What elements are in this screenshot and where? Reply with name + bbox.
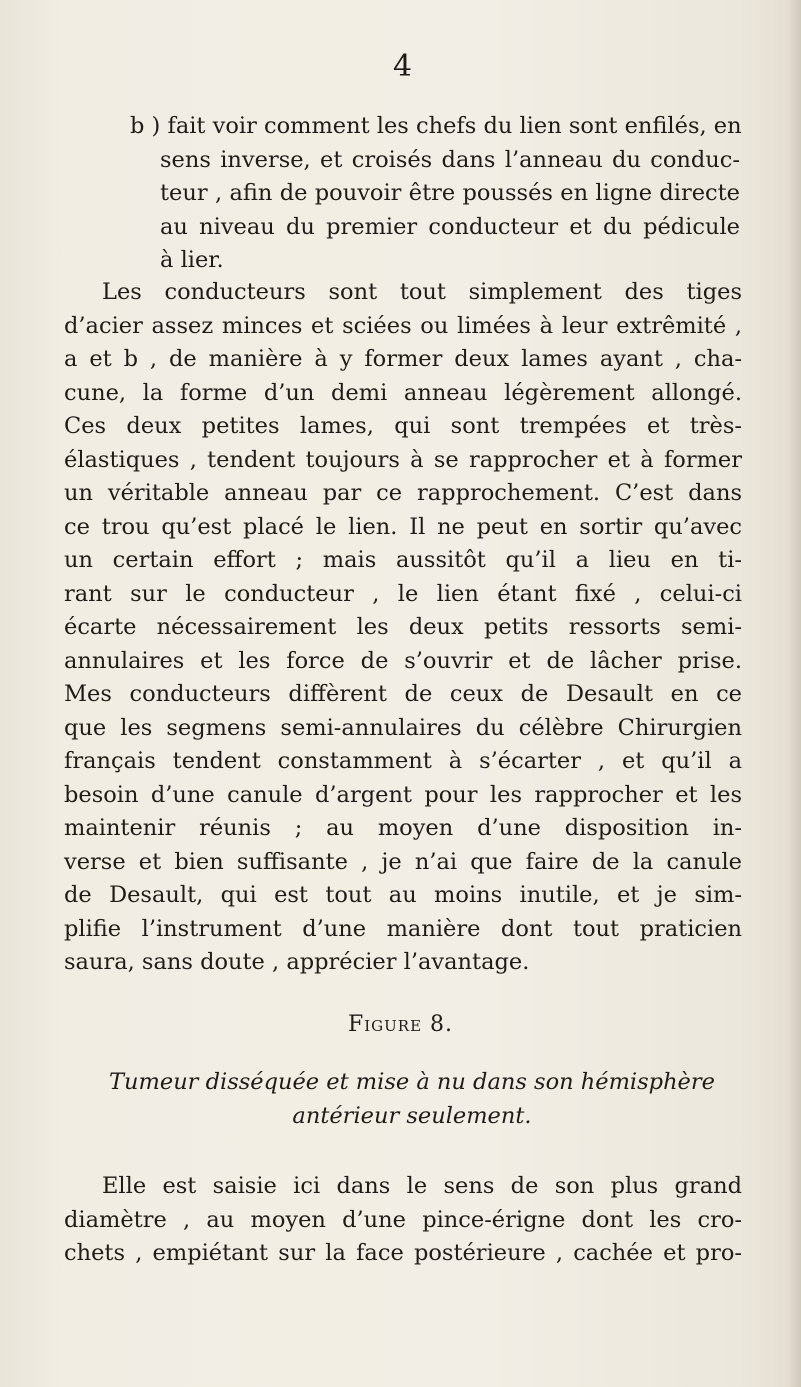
text-line: sens inverse, et croisés dans l’anneau du conduc- xyxy=(160,146,740,173)
text-line: chets , empiétant sur la face postérieure , cachée et pro- xyxy=(64,1240,742,1266)
text-line: plifie l’instrument d’une manière dont tout praticien xyxy=(64,915,742,942)
caption-line: Tumeur disséquée et mise à nu dans son hémisphère xyxy=(109,1069,715,1095)
text-line: Elle est saisie ici dans le sens de son plus grand xyxy=(102,1173,742,1199)
text-line: besoin d’une canule d’argent pour les rapprocher et les xyxy=(64,781,742,808)
text-line: teur , afin de pouvoir être poussés en ligne directe xyxy=(160,180,740,206)
text-line: au niveau du premier conducteur et du pédicule xyxy=(160,213,740,240)
text-line: rant sur le conducteur , le lien étant fixé , celui-ci xyxy=(64,580,742,607)
text-line: saura, sans doute , apprécier l’avantage. xyxy=(64,949,530,975)
text-line: d’acier assez minces et sciées ou limées à leur extrêmité , xyxy=(64,312,742,339)
text-line: maintenir réunis ; au moyen d’une disposition in- xyxy=(64,815,742,841)
text-line: de Desault, qui est tout au moins inutile, et je sim- xyxy=(64,882,742,908)
paragraph-tumeur xyxy=(64,1170,742,1271)
figure-caption xyxy=(80,1066,744,1133)
text-line: verse et bien suffisante , je n’ai que faire de la canule xyxy=(64,848,742,875)
text-line: annulaires et les force de s’ouvrir et de lâcher prise. xyxy=(64,647,742,674)
text-line: français tendent constamment à s’écarter , et qu’il a xyxy=(64,748,742,774)
caption-line: antérieur seulement. xyxy=(292,1102,532,1129)
text-line: écarte nécessairement les deux petits ressorts semi- xyxy=(64,614,742,640)
text-line: à lier. xyxy=(160,247,224,273)
figure-heading: Figure 8. xyxy=(347,1012,454,1037)
text-line: b ) fait voir comment les chefs du lien sont enfilés, en xyxy=(130,113,742,139)
text-line: que les segmens semi-annulaires du célèbre Chirurgien xyxy=(64,714,742,741)
text-line: Les conducteurs sont tout simplement des tiges xyxy=(102,279,742,305)
text-line: élastiques , tendent toujours à se rapprocher et à former xyxy=(64,446,742,473)
text-line: un véritable anneau par ce rapprochement. C’est dans xyxy=(64,480,742,506)
item-b-paragraph xyxy=(130,110,740,278)
text-line: a et b , de manière à y former deux lames ayant , cha- xyxy=(64,346,742,372)
text-line: cune, la forme d’un demi anneau légèrement allongé. xyxy=(64,379,742,406)
page-edge-shadow xyxy=(787,0,801,1387)
page-number: 4 xyxy=(393,49,413,84)
text-line: Mes conducteurs diffèrent de ceux de Desault en ce xyxy=(64,681,742,707)
paragraph-conducteurs xyxy=(64,276,742,980)
text-line: un certain effort ; mais aussitôt qu’il a lieu en ti- xyxy=(64,547,742,573)
text-line: diamètre , au moyen d’une pince-érigne dont les cro- xyxy=(64,1206,742,1233)
text-line: ce trou qu’est placé le lien. Il ne peut en sortir qu’avec xyxy=(64,513,742,540)
text-line: Ces deux petites lames, qui sont trempées et très- xyxy=(64,413,742,439)
